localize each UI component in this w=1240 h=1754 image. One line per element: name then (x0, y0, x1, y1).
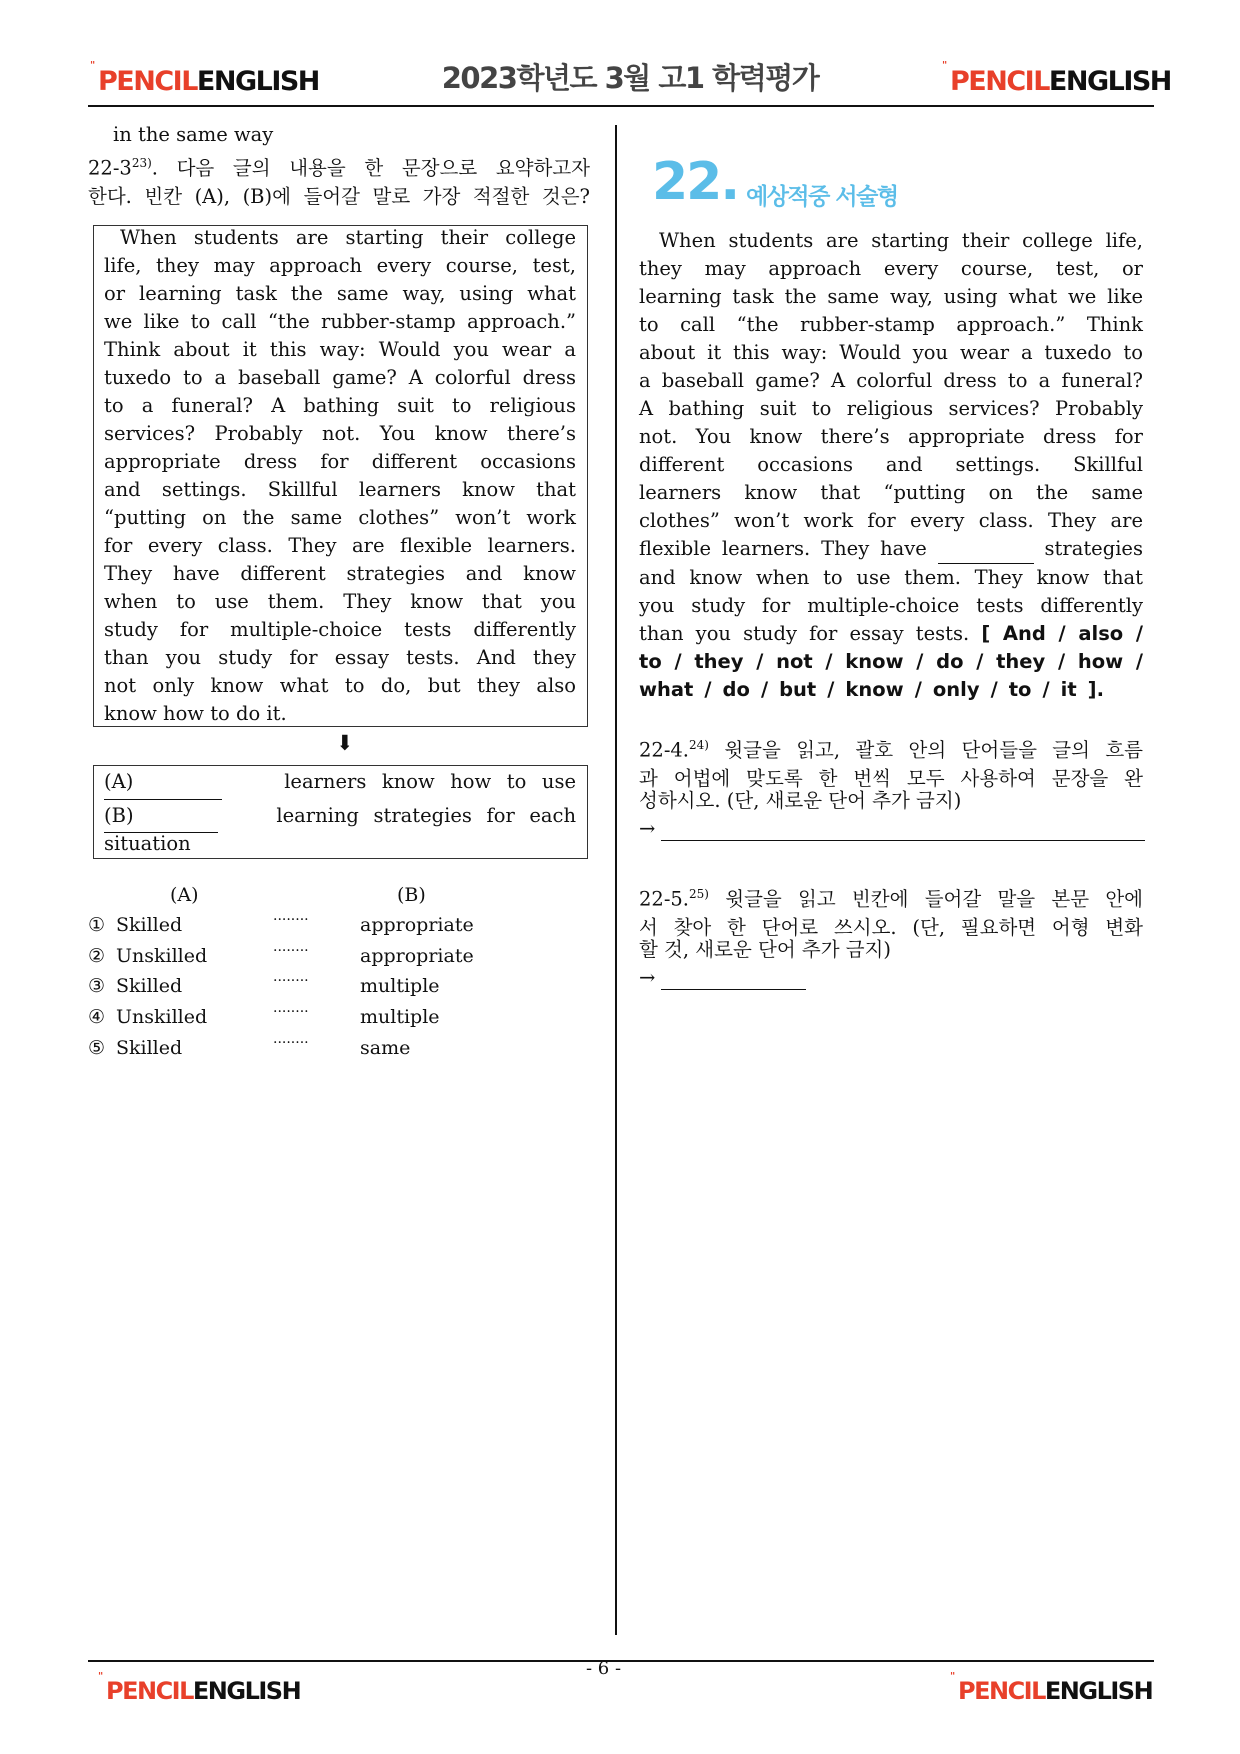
passage-line: when to use them. They know that you (104, 590, 576, 613)
blank-a: (A) (104, 766, 222, 800)
passage-text (639, 227, 1143, 704)
choice-dots: ........ (273, 1000, 309, 1017)
logo-part2: ENGLISH (1048, 66, 1171, 97)
previous-answer-tail: in the same way (113, 123, 274, 146)
prompt-text: 서 찾아 한 단어로 쓰시오. (단, 필요하면 어형 변화 (639, 915, 1143, 939)
choice-b: same (360, 1036, 411, 1059)
question-22-5-prompt (639, 880, 1143, 942)
passage-text (104, 224, 576, 728)
footnote-ref: 24) (689, 738, 709, 752)
choice-a: Unskilled (116, 944, 208, 967)
choice-b: appropriate (360, 944, 474, 967)
choice-b: multiple (360, 1006, 440, 1029)
choice-a: Skilled (116, 1036, 183, 1059)
prompt-text: 윗글을 읽고, 괄호 안의 단어들을 글의 흐름 (724, 738, 1143, 762)
question-22-4-prompt (639, 731, 1143, 793)
page-number: - 6 - (586, 1658, 622, 1679)
passage-line: a baseball game? A colorful dress to a funeral? (639, 369, 1143, 392)
choice-a: Skilled (116, 975, 183, 998)
answer-line-22-5[interactable] (661, 989, 806, 990)
footnote-ref: 25) (689, 887, 709, 901)
passage-line: you study for multiple-choice tests differently (639, 594, 1143, 617)
header-logo-right (942, 60, 1171, 97)
choice-number[interactable]: ① (88, 914, 106, 936)
logo-part2: ENGLISH (192, 1677, 301, 1705)
prompt-text: 한다. 빈칸 (A), (B)에 들어갈 말로 가장 적절한 것은? (88, 184, 590, 208)
choice-dots: ........ (273, 1030, 309, 1047)
choice-a: Skilled (116, 914, 183, 936)
summary-text (104, 766, 576, 833)
passage-line: study for multiple-choice tests differently (104, 618, 576, 641)
passage-line: about it this way: Would you wear a tuxedo to (639, 341, 1143, 364)
down-arrow-icon: ⬇ (336, 731, 354, 755)
passage-line: know how to do it. (104, 702, 287, 725)
choice-number[interactable]: ③ (88, 975, 106, 998)
passage-fragment: than you study for essay tests. (639, 622, 970, 645)
question-22-3-prompt (88, 149, 590, 211)
prompt-text: 할 것, 새로운 단어 추가 금지) (639, 938, 892, 961)
logo-dots-icon: " (942, 60, 948, 71)
passage-line: to a funeral? A bathing suit to religious (104, 394, 576, 417)
header-divider (88, 105, 1154, 107)
question-number: 22-3 (88, 156, 132, 180)
logo-part2: ENGLISH (1044, 1677, 1153, 1705)
question-number: 22-4. (639, 738, 690, 762)
passage-line: or learning task the same way, using what (104, 282, 576, 305)
answer-arrow-icon: → (639, 817, 656, 840)
prompt-text: 윗글을 읽고 빈칸에 들어갈 말을 본문 안에 (725, 887, 1144, 911)
prompt-text: 성하시오. (단, 새로운 단어 추가 금지) (639, 789, 962, 812)
passage-line: appropriate dress for different occasions (104, 450, 576, 473)
passage-line: A bathing suit to religious services? Probably (639, 397, 1143, 420)
choice-dots: ........ (273, 938, 309, 955)
blank-b: (B) (104, 800, 218, 834)
passage-line: than you study for essay tests. And they (104, 646, 576, 669)
summary-line: learning strategies for each (276, 803, 577, 827)
choice-b: appropriate (360, 914, 474, 936)
page-title: 2023학년도 3월 고1 학력평가 (441, 61, 819, 95)
passage-line: not only know what to do, but they also (104, 674, 576, 697)
passage-line: When students are starting their college (120, 226, 576, 249)
choice-number[interactable]: ④ (88, 1006, 106, 1029)
passage-line: life, they may approach every course, test, (104, 254, 576, 277)
question-number: 22-5. (639, 887, 690, 911)
footnote-ref: 23) (131, 156, 152, 170)
passage-line: to call “the rubber-stamp approach.” Think (639, 313, 1143, 336)
passage-line: When students are starting their college life, (659, 229, 1143, 252)
prompt-text: 과 어법에 맞도록 한 번씩 모두 사용하여 문장을 완 (639, 766, 1143, 790)
passage-line: and know when to use them. They know that (639, 566, 1143, 589)
choice-b: multiple (360, 975, 440, 998)
passage-line: services? Probably not. You know there’s (104, 422, 576, 445)
footer-logo-right (950, 1671, 1153, 1705)
passage-line: not. You know there’s appropriate dress for (639, 425, 1143, 448)
scramble-words: what / do / but / know / only / to / it ]. (639, 678, 1104, 701)
choice-header-a: (A) (170, 884, 199, 906)
passage-line: Think about it this way: Would you wear a (104, 338, 576, 361)
passage-line: and settings. Skillful learners know that (104, 478, 576, 501)
scramble-words: to / they / not / know / do / they / how / (639, 650, 1143, 673)
choice-number[interactable]: ⑤ (88, 1036, 106, 1059)
footer-logo-left (98, 1671, 301, 1705)
section-number: 22. (652, 152, 739, 212)
logo-dots-icon: " (98, 1671, 104, 1682)
choice-number[interactable]: ② (88, 944, 106, 967)
choice-header-b: (B) (397, 884, 426, 906)
logo-part2: ENGLISH (196, 66, 319, 97)
passage-line: different occasions and settings. Skillful (639, 453, 1143, 476)
passage-line: we like to call “the rubber-stamp approach.” (104, 310, 576, 333)
answer-arrow-icon: → (639, 966, 656, 989)
logo-dots-icon: " (90, 60, 96, 71)
logo-part1: PENCIL (958, 1677, 1045, 1705)
logo-part1: PENCIL (98, 66, 197, 97)
summary-line: learners know how to use (284, 770, 576, 793)
logo-dots-icon: " (950, 1671, 956, 1682)
passage-line: for every class. They are flexible learners. (104, 534, 576, 557)
summary-line: situation (104, 832, 191, 855)
answer-line-22-4[interactable] (661, 840, 1145, 841)
section-title: 예상적중 서술형 (746, 184, 898, 210)
scramble-words: [ And / also / (981, 622, 1144, 645)
passage-fragment: strategies (1044, 537, 1143, 560)
choice-a: Unskilled (116, 1006, 208, 1029)
passage-fragment: flexible learners. They have (639, 537, 927, 560)
passage-line: learning task the same way, using what we like (639, 285, 1143, 308)
column-divider (615, 125, 617, 1635)
passage-line: learners know that “putting on the same (639, 481, 1143, 504)
logo-part1: PENCIL (950, 66, 1049, 97)
fill-in-blank[interactable] (938, 535, 1034, 564)
passage-line: clothes” won’t work for every class. They are (639, 509, 1143, 532)
passage-line: “putting on the same clothes” won’t work (104, 506, 576, 529)
passage-line: tuxedo to a baseball game? A colorful dress (104, 366, 576, 389)
choice-dots: ........ (273, 908, 309, 924)
passage-line: They have different strategies and know (104, 562, 576, 585)
choice-dots: ........ (273, 969, 309, 986)
prompt-text: . 다음 글의 내용을 한 문장으로 요약하고자 (151, 156, 590, 180)
passage-line (639, 620, 1143, 648)
passage-line (639, 535, 1143, 564)
header-logo-left (90, 60, 319, 97)
passage-line: they may approach every course, test, or (639, 257, 1143, 280)
logo-part1: PENCIL (106, 1677, 193, 1705)
